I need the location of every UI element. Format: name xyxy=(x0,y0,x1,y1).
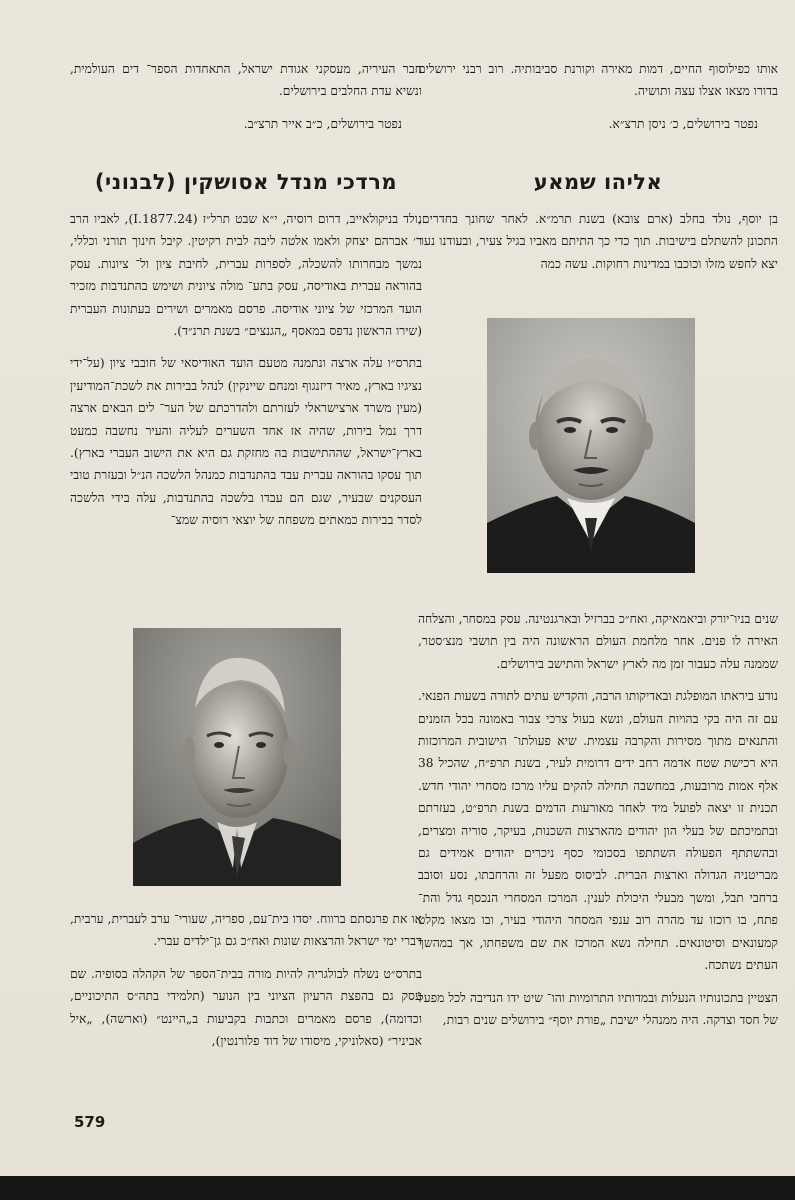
left-top-paragraph: חבר העיריה, מעסקני אגודת ישראל, התאחדות הספר־ דים העולמית, ונשיא עדת החלבים בירושלים. xyxy=(70,62,422,99)
right-paragraph-1: בן יוסף, נולד בחלב (ארם צובא) בשנת תרמ״א. לאחר שחונך בחדרים, התכונן להשתלם בישיבות. תוך כדי כך התיתם מאביו בגיל צעיר, ובעודנו נער יצא לחפש מזלו וכוכבו במדינות רחוקות. עשה כמה xyxy=(418,212,778,271)
right-paragraph-2: שנים בניו־יורק וביאמאיקה, ואח״כ בברזיל ובארגנטינה. עסק במסחר, והצלחה האירה לו פנים. אחר מלחמת העולם הראשונה היה בין תושבי מנצ׳סטר, שממנה עלה כעבור זמן מה לארץ ישראל והתישב בירושלים. xyxy=(418,612,778,671)
right-paragraph-3: נודע ביראתו המופלגת ובאדיקותו הרבה, והקדיש עתים לתורה בשעות הפנאי. עם זה היה בקי בהויות העולם, ונשא בעול צרכי צבור באמונה בכל הזמנים והתנאים מתוך מסירות והקרבה עצמית. שיא פעולתו־ הישובית המרוכזות היא רכישת שטח אדמה רחב ידים דרומית לעיר, בשנת תרפ״ח, שהכיל 38 אלף אמות מרובעות, במחשבה תחילה להקים עליו מרכז מסחרי יהודי חדש. תכנית זו יצאה לפועל מיד לאחר מאורעות הדמים בשנת תרפ״ט, בעזרתם ובתמיכתם של בעלי הון יהודים מהארצות השכנות, בעיקר, סוריה ומצרים, ובהשתתף הפעולה השתתפו בסכומי כסף ניכרים יהודים אמידים גם מבריטניה הגדולה וארצות הברית. לביסוס מפעל זה והרחבתו, נסע וסובב ברחבי תבל, ומשך מבעלי היכולת לענין. המרכז המסחרי הנכסף גדל והת־ פתח, בו רוכזו עד מהרה רוב ענפי המסחר היהודי בעיר, ובו מצאו מקלט קמעונאים וסיטונאים. תחילה נשא המרכז את שם משפחתו, אך במהשך העתים נשתכח. xyxy=(418,689,778,973)
portrait-photo-eliyahu-shamaa xyxy=(487,318,695,573)
left-continuation-text xyxy=(70,58,422,135)
portrait-photo-mordechai-ososhkin xyxy=(133,628,341,886)
left-paragraph-4: בתרס״ט נשלח לבולגריה להיות מורה בבית־הספר של הקהלה בסופיה. שם עסק גם בהפצת הרעיון הציוני בין הנוער (תלמידי בתה״ס התיכוניים, וכדומה), פרסם מאמרים וכתבות בקביעות ב„היינט״ (וארשה), „איל אביניר״ (סאלוניקי, מיסודו של דוד פלורנטין), xyxy=(70,966,422,1049)
scan-bottom-edge xyxy=(0,1176,795,1200)
left-paragraph-1: נולד בניקולאייב, דרום רוסיה, י״א שבט תרל״ז (24.I.1877), לאביו הרב ר׳ אברהם יצחק ולאמו אלטה ליבה לבית רקיטין. קיבל חינוך תורני וכללי, נמשך מבחרותו להשכלה, לספרות עברית, לחיבת ציון ול־ ציונות. עסק בהוראה עברית באודיסה, עסק בתע־ מולה ציונית ושימש בהתנדבות מזכיר הועד המרכזי של ציוני אודיסה. פרסם מאמרים ושירים בעתונות העברית (שירו הראשון נדפס במאסף „הגנצים״ בשנת תרנ״ד). xyxy=(70,212,422,339)
page-number: 579 xyxy=(74,1113,106,1131)
right-paragraph-4: הצטיין בתכונותיו הנעלות ובמדותיו התרומיות והו־ שיט ידו הנדיבה לכל מפעל של חסד וצדקה. היה ממנהלי ישיבת „פורת יוסף״ בירושלים שנים רבות, xyxy=(418,990,778,1027)
right-article-body xyxy=(418,608,778,1031)
article-title-mordechai-ososhkin: מרדכי מנדל אסושקין (לבנוני) xyxy=(94,170,398,194)
left-paragraph-3: או את פרנסתם ברווח. יסדו בית־עם, ספריה, שעורי־ ערב לעברית, ערבית, דברי ימי ישראל והרצאות שונות ואח״כ גם גן־ילדים עברי. xyxy=(70,912,422,949)
right-article-intro xyxy=(418,208,778,306)
left-article-intro xyxy=(70,208,422,532)
left-article-body xyxy=(70,908,422,1052)
article-title-eliyahu-shamaa: אליהו שמאע xyxy=(533,170,663,194)
left-top-date: נפטר בירושלים, כ״ב אייר תרצ״ב. xyxy=(243,116,402,131)
right-top-date: נפטר בירושלים, כ׳ ניסן תרצ״א. xyxy=(608,116,758,131)
right-top-paragraph: אותו כפילוסוף החיים, דמות מאירה וקורנת סביבותיה. רוב רבני ירושלים בדורו מצאו אצלו עצה ותושיה. xyxy=(418,62,778,99)
left-paragraph-2: בתרס״ו עלה ארצה ונתמנה מטעם הועד האודיסאי של חובבי ציון (על־ידי נציגיו בארץ, מאיר דיזנגוף ומנחם שיינקין) לנהל בבירות את לשכת־המודיעין (מעין משרד ארצישראלי לעזרתם ולהדרכתם של הער־ לים הבאים ארצה דרך נמל בירות, שהיה אז אחד השערים לעליה והעיר נחשבה כמעט בארץ־ישראל, שההתישבות בה מחזקת גם היא את הישוב העברי בארץ). תוך עסקו בהוראה עברית עבד בהתנדבות כמנהל הלשכה הנ״ל ובעזרת טובי העסקנים שבעיר, שגם הם עבדו בלשכה בהתנדבות, עלה בידי הלשכה לסדר בבירות כמאתים משפחה של יוצאי רוסיה שמצ־ xyxy=(70,356,422,528)
right-continuation-text xyxy=(418,58,778,135)
